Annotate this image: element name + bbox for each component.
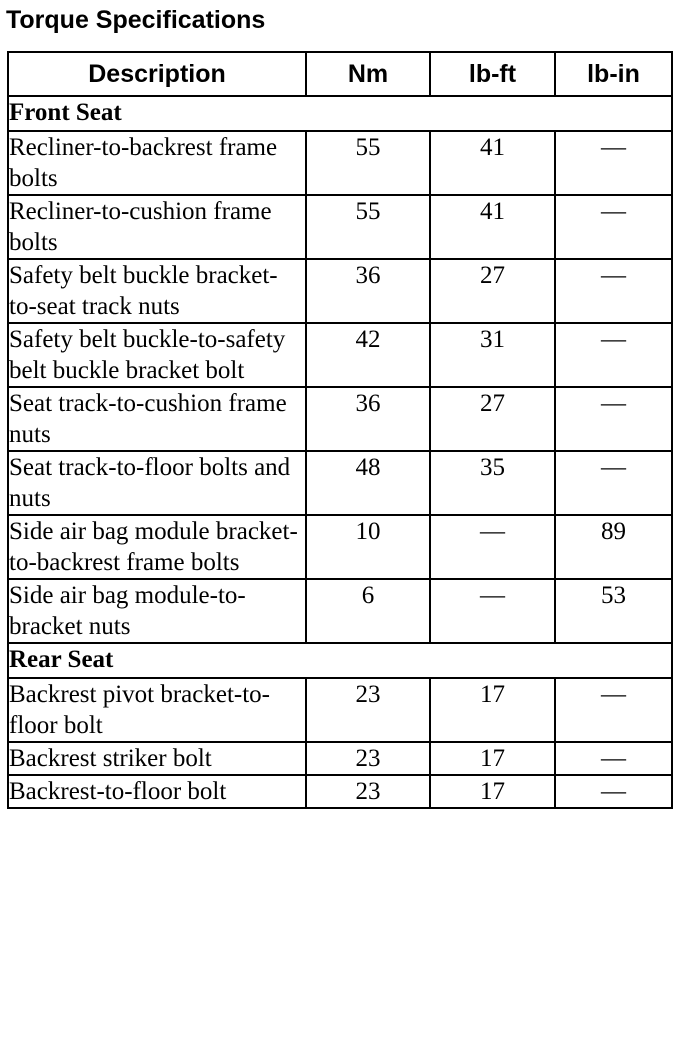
row-lbin: — [555,678,672,742]
row-description: Seat track-to-cushion frame nuts [8,387,306,451]
row-nm: 23 [306,678,430,742]
row-lbft: 17 [430,742,555,775]
row-nm: 48 [306,451,430,515]
table-header-row [8,52,672,96]
row-lbft: 27 [430,259,555,323]
row-lbin: — [555,195,672,259]
column-header-lbin: lb-in [555,52,672,96]
row-description: Recliner-to-backrest frame bolts [8,131,306,195]
table-row [8,451,672,515]
row-lbin: — [555,775,672,808]
row-lbin: 53 [555,579,672,643]
row-lbft: — [430,515,555,579]
row-lbin: — [555,387,672,451]
row-lbin: — [555,742,672,775]
row-description: Safety belt buckle bracket-to-seat track nuts [8,259,306,323]
row-lbft: 35 [430,451,555,515]
table-row [8,323,672,387]
row-lbft: 41 [430,195,555,259]
row-lbft: 31 [430,323,555,387]
torque-spec-table [7,51,673,809]
row-lbft: 41 [430,131,555,195]
row-description: Recliner-to-cushion frame bolts [8,195,306,259]
table-row [8,259,672,323]
row-lbin: 89 [555,515,672,579]
row-lbin: — [555,323,672,387]
table-row [8,515,672,579]
row-nm: 6 [306,579,430,643]
column-header-lbft: lb-ft [430,52,555,96]
row-lbin: — [555,131,672,195]
row-description: Backrest striker bolt [8,742,306,775]
row-nm: 55 [306,195,430,259]
column-header-description: Description [8,52,306,96]
row-nm: 36 [306,259,430,323]
row-lbft: 17 [430,678,555,742]
row-description: Side air bag module-to-bracket nuts [8,579,306,643]
column-header-nm: Nm [306,52,430,96]
row-lbin: — [555,451,672,515]
row-lbft: 17 [430,775,555,808]
table-row [8,387,672,451]
page-title: Torque Specifications [6,6,266,34]
section-label: Front Seat [8,96,672,131]
row-lbin: — [555,259,672,323]
row-description: Backrest-to-floor bolt [8,775,306,808]
row-lbft: 27 [430,387,555,451]
row-lbft: — [430,579,555,643]
section-row-rear-seat [8,643,672,678]
row-description: Safety belt buckle-to-safety belt buckle bracket bolt [8,323,306,387]
row-nm: 36 [306,387,430,451]
row-nm: 10 [306,515,430,579]
row-nm: 23 [306,775,430,808]
section-row-front-seat [8,96,672,131]
row-description: Backrest pivot bracket-to-floor bolt [8,678,306,742]
row-description: Seat track-to-floor bolts and nuts [8,451,306,515]
row-nm: 55 [306,131,430,195]
section-label: Rear Seat [8,643,672,678]
row-description: Side air bag module bracket-to-backrest frame bolts [8,515,306,579]
table-row [8,678,672,742]
table-row [8,775,672,808]
row-nm: 42 [306,323,430,387]
table-row [8,742,672,775]
table-row [8,579,672,643]
table-row [8,195,672,259]
row-nm: 23 [306,742,430,775]
table-row [8,131,672,195]
